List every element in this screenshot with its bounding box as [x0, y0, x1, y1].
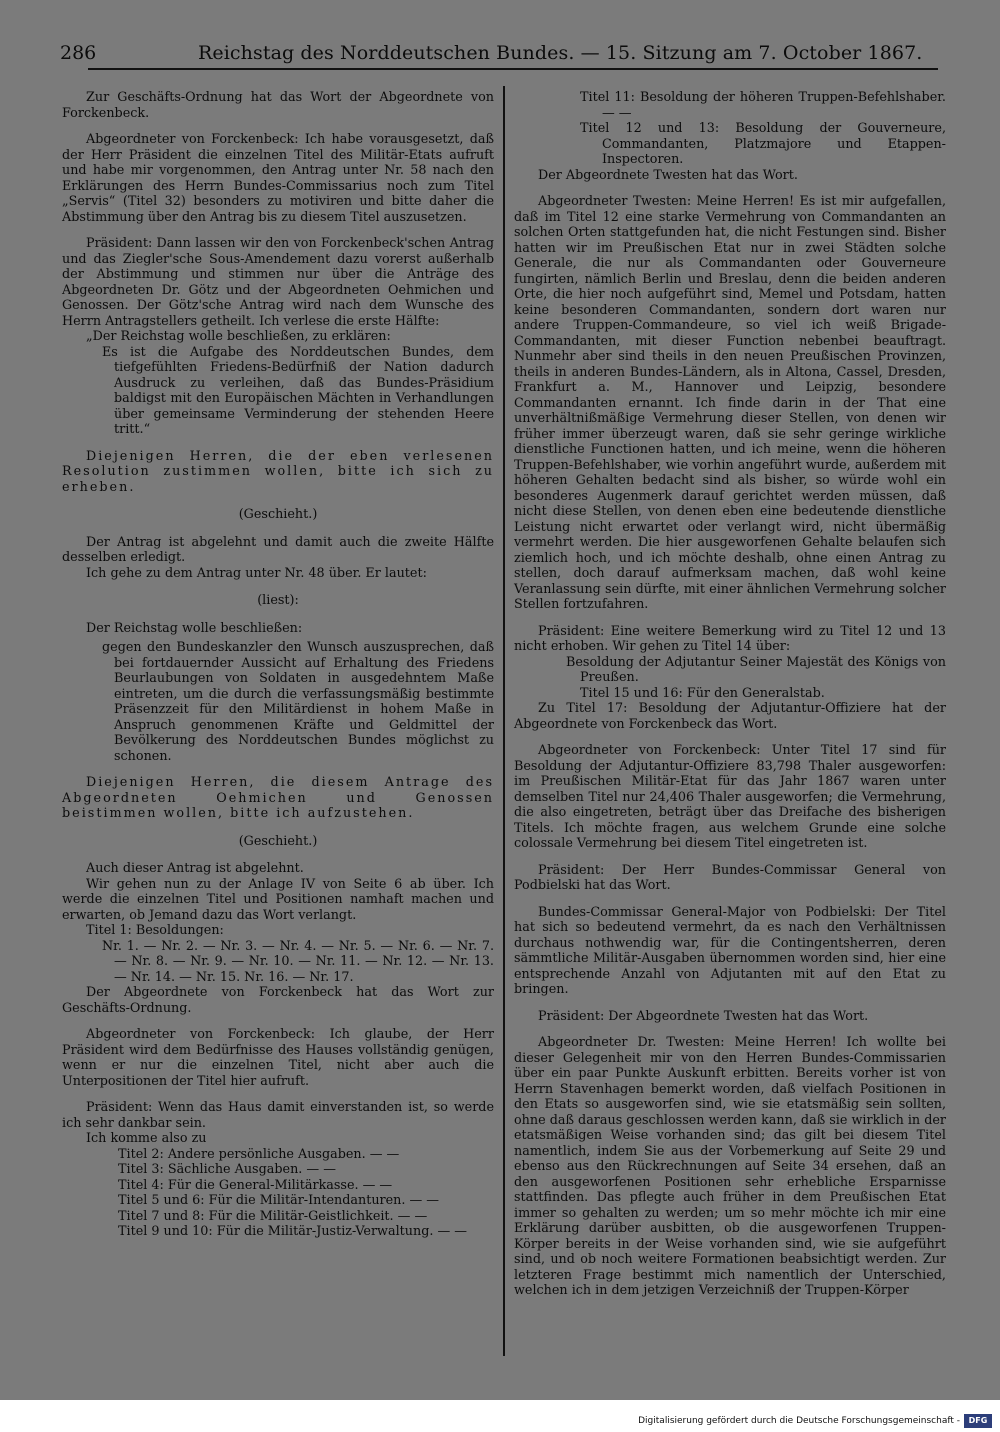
page-header [0, 40, 1000, 70]
page-number: 286 [60, 42, 97, 64]
paragraph: Diejenigen Herren, die der eben verlesenen Resolution zustimmen wollen, bitte ich sich zu erheben. [62, 448, 494, 495]
column-divider [503, 86, 505, 1356]
header-rule [88, 68, 938, 70]
running-title: Reichstag des Norddeutschen Bundes. — 15. Sitzung am 7. October 1867. [198, 42, 923, 64]
left-column [62, 90, 494, 1240]
paragraph: Abgeordneter Twesten: Meine Herren! Es ist mir aufgefallen, daß im Titel 12 eine starke Vermehrung von Commandanten an solchen Orten stattgefunden hat, die nicht Festungen sind. Bisher hatten wir im Preußischen Etat nur in zwei Städten solche Generale, die nur als Commandanten oder Gouverneure fungirten, nämlich Berlin und Breslau, denn die beiden anderen Orte, die hier noch aufgeführt sind, Memel und Potsdam, hatten keine besonderen Commandanten, sondern dort waren nur andere Truppen-Commandeure, so viel ich weiß Brigade-Commandanten, mit dieser Function nebenbei beauftragt. Nunmehr aber sind theils in den neuen Preußischen Provinzen, theils in anderen Bundes-Ländern, als in Altona, Cassel, Dresden, Frankfurt a. M., Hannover und Leipzig, besondere Commandanten ernannt. Ich finde darin in der That eine unverhältnißmäßige Vermehrung dieser Stellen, von denen wir früher immer überzeugt waren, daß sie sehr geringe wirkliche dienstliche Functionen hatten, und ich meine, wenn die höheren Truppen-Befehlshaber, wie vorhin angeführt wurde, außerdem mit höheren Gehalten bedacht sind als bisher, so würde wohl ein besonderes Augenmerk darauf gerichtet werden müssen, daß nicht diese Stellen, von denen eben eine bedeutende dienstliche Leistung nicht erwartet oder verlangt wird, nicht übermäßig vermehrt werden. Die hier ausgeworfenen Gehalte belaufen sich ziemlich hoch, und ich möchte deshalb, ohne einen Antrag zu stellen, doch darauf aufmerksam machen, daß wohl keine Veranlassung sein dürfte, mit einer ähnlichen Vermehrung solcher Stellen fortzufahren. [514, 194, 946, 612]
right-column [514, 90, 946, 1299]
paragraph: Ich komme also zu [86, 1131, 207, 1146]
paragraph: Zur Geschäfts-Ordnung hat das Wort der Abgeordnete von Forckenbeck. [62, 90, 494, 121]
title-line: Titel 11: Besoldung der höheren Truppen-Befehlshaber. — — [580, 90, 946, 121]
paragraph: Präsident: Der Abgeordnete Twesten hat das Wort. [538, 1008, 869, 1024]
paragraph: Zu Titel 17: Besoldung der Adjutantur-Offiziere hat der Abgeordnete von Forckenbeck das Wort. [514, 701, 946, 732]
paragraph: Abgeordneter von Forckenbeck: Ich glaube, der Herr Präsident wird dem Bedürfnisse des Hauses vollständig genügen, wenn er nur die einzelnen Titel, nicht aber auch die Unterpositionen der Titel hier aufruft. [62, 1027, 494, 1089]
paragraph: Abgeordneter von Forckenbeck: Ich habe vorausgesetzt, daß der Herr Präsident die einzelnen Titel des Militär-Etats aufruft und habe mir vorgenommen, den Antrag unter Nr. 58 nach den Erklärungen des Herrn Bundes-Commissarius noch zum Titel „Servis“ (Titel 32) besonders zu motiviren und bitte daher die Abstimmung über den Antrag bis zu diesem Titel auszusetzen. [62, 132, 494, 225]
paragraph: Abgeordneter Dr. Twesten: Meine Herren! Ich wollte bei dieser Gelegenheit mir von den Herren Bundes-Commissarien über ein paar Punkte Auskunft erbitten. Bereits vorher ist von Herrn Stavenhagen bemerkt worden, daß vielfach Positionen in den Etats so ausgeworfen sind, wie sie etatsmäßig sein sollten, ohne daß daraus geschlossen werden kann, daß sie wirklich in der etatsmäßigen Weise vorhanden sind; das gilt bei diesem Titel namentlich, indem Sie aus der Vorbemerkung auf Seite 29 und ebenso aus den Rückrechnungen auf Seite 34 ersehen, daß an den ausgeworfenen Positionen sehr erhebliche Ersparnisse stattfinden. Das pflegte auch früher in dem Preußischen Etat immer so gehalten zu werden; um so mehr möchte ich mir eine Erklärung darüber ausbitten, ob die ausgeworfenen Truppen-Körper bereits in der Weise vorhanden sind, wie sie aufgeführt sind, und ob noch weitere Formationen beabsichtigt werden. Zur letzteren Frage bestimmt mich namentlich der Unterschied, welchen ich in dem jetzigen Verzeichniß der Truppen-Körper [514, 1035, 946, 1298]
paragraph: Präsident: Eine weitere Bemerkung wird zu Titel 12 und 13 nicht erhoben. Wir gehen zu Titel 14 über: [514, 623, 946, 654]
title-line: Titel 3: Sächliche Ausgaben. — — [118, 1162, 336, 1177]
title-line: Titel 4: Für die General-Militärkasse. — — [118, 1177, 393, 1193]
funding-credit: Digitalisierung gefördert durch die Deutsche Forschungsgemeinschaft - [638, 1416, 960, 1426]
paragraph: Der Antrag ist abgelehnt und damit auch die zweite Hälfte desselben erledigt. [62, 534, 494, 565]
title-line: Besoldung der Adjutantur Seiner Majestät des Königs von Preußen. [566, 654, 946, 685]
title-line: Titel 7 und 8: Für die Militär-Geistlichkeit. — — [118, 1208, 428, 1224]
title-line: Titel 15 und 16: Für den Generalstab. [580, 685, 825, 701]
paragraph: Ich gehe zu dem Antrag unter Nr. 48 über. Er lautet: [86, 565, 427, 581]
paragraph: Auch dieser Antrag ist abgelehnt. [86, 861, 304, 876]
paragraph: Präsident: Der Herr Bundes-Commissar General von Podbielski hat das Wort. [514, 862, 946, 893]
title-line: Titel 1: Besoldungen: [86, 923, 224, 938]
title-line: Titel 2: Andere persönliche Ausgaben. — — [118, 1146, 400, 1162]
paragraph: Diejenigen Herren, die diesem Antrage des Abgeordneten Oehmichen und Genossen beistimmen wollen, bitte ich aufzustehen. [62, 775, 494, 821]
quote-body: Es ist die Aufgabe des Norddeutschen Bundes, dem tiefgefühlten Friedens-Bedürfniß der Nation dadurch Ausdruck zu verleihen, daß das Bundes-Präsidium baldigst mit den Europäischen Mächten in Verhandlungen über gemeinsame Verminderung der stehenden Heere tritt.“ [102, 344, 494, 437]
paragraph: Abgeordneter von Forckenbeck: Unter Titel 17 sind für Besoldung der Adjutantur-Offiziere 83,798 Thaler ausgeworfen: im Preußischen Militär-Etat für das Jahr 1867 waren unter demselben Titel nur 24,406 Thaler ausgeworfen; die Vermehrung, die also eingetreten, beträgt über das Dreifache des bisherigen Titels. Ich möchte fragen, aus welchem Grunde eine solche colossale Vermehrung bei diesem Titel eingetreten ist. [514, 743, 946, 851]
paragraph: Der Reichstag wolle beschließen: [86, 620, 303, 636]
footer [0, 1400, 1000, 1432]
paragraph: Wir gehen nun zu der Anlage IV von Seite 6 ab über. Ich werde die einzelnen Titel und Positionen namhaft machen und erwarten, ob Jemand dazu das Wort verlangt. [62, 876, 494, 923]
motion-text: gegen den Bundeskanzler den Wunsch auszusprechen, daß bei fortdauernder Aussicht auf Erhaltung des Friedens Beurlaubungen von Soldaten in ausgedehntem Maße eintreten, um die durch die verfassungsmäßig bestimmte Präsenzzeit für den Militärdienst in hohem Maße in Anspruch genommenen Kräfte und Geldmittel der Bevölkerung des Norddeutschen Bundes möglichst zu schonen. [102, 640, 494, 764]
stage-direction: (liest): [257, 593, 299, 608]
paragraph: Der Abgeordnete Twesten hat das Wort. [538, 167, 798, 183]
dfg-logo: DFG [964, 1414, 992, 1428]
title-line: Titel 12 und 13: Besoldung der Gouverneure, Commandanten, Platzmajore und Etappen-Inspectoren. [580, 121, 946, 167]
paragraph: Präsident: Dann lassen wir den von Forckenbeck'schen Antrag und das Ziegler'sche Sous-Amendement dazu vorerst außerhalb der Abstimmung und stimmen nur über die Anträge des Abgeordneten Dr. Götz und der Abgeordneten Oehmichen und Genossen. Der Götz'sche Antrag wird nach dem Wunsche des Herrn Antragstellers getheilt. Ich verlese die erste Hälfte: [62, 236, 494, 329]
paragraph: Bundes-Commissar General-Major von Podbielski: Der Titel hat sich so bedeutend vermehrt, da es nach den Verhältnissen durchaus nothwendig war, für die Contingentsherren, deren sämmtliche Militär-Ausgaben übernommen worden sind, hier eine entsprechende Anzahl von Adjutanten mit auf den Etat zu bringen. [514, 904, 946, 997]
paragraph: Der Abgeordnete von Forckenbeck hat das Wort zur Geschäfts-Ordnung. [62, 985, 494, 1016]
stage-direction: (Geschieht.) [238, 833, 318, 849]
quote-line: „Der Reichstag wolle beschließen, zu erklären: [86, 329, 391, 344]
title-line: Titel 5 und 6: Für die Militär-Intendanturen. — — [118, 1193, 440, 1208]
numbers-list: Nr. 1. — Nr. 2. — Nr. 3. — Nr. 4. — Nr. 5. — Nr. 6. — Nr. 7. — Nr. 8. — Nr. 9. — Nr. 10. — Nr. 11. — Nr. 12. — Nr. 13. — Nr. 14. — Nr. 15. Nr. 16. — Nr. 17. [102, 938, 494, 985]
paragraph: Präsident: Wenn das Haus damit einverstanden ist, so werde ich sehr dankbar sein. [62, 1100, 494, 1131]
stage-direction: (Geschieht.) [238, 507, 318, 522]
title-line: Titel 9 und 10: Für die Militär-Justiz-Verwaltung. — — [118, 1224, 468, 1239]
